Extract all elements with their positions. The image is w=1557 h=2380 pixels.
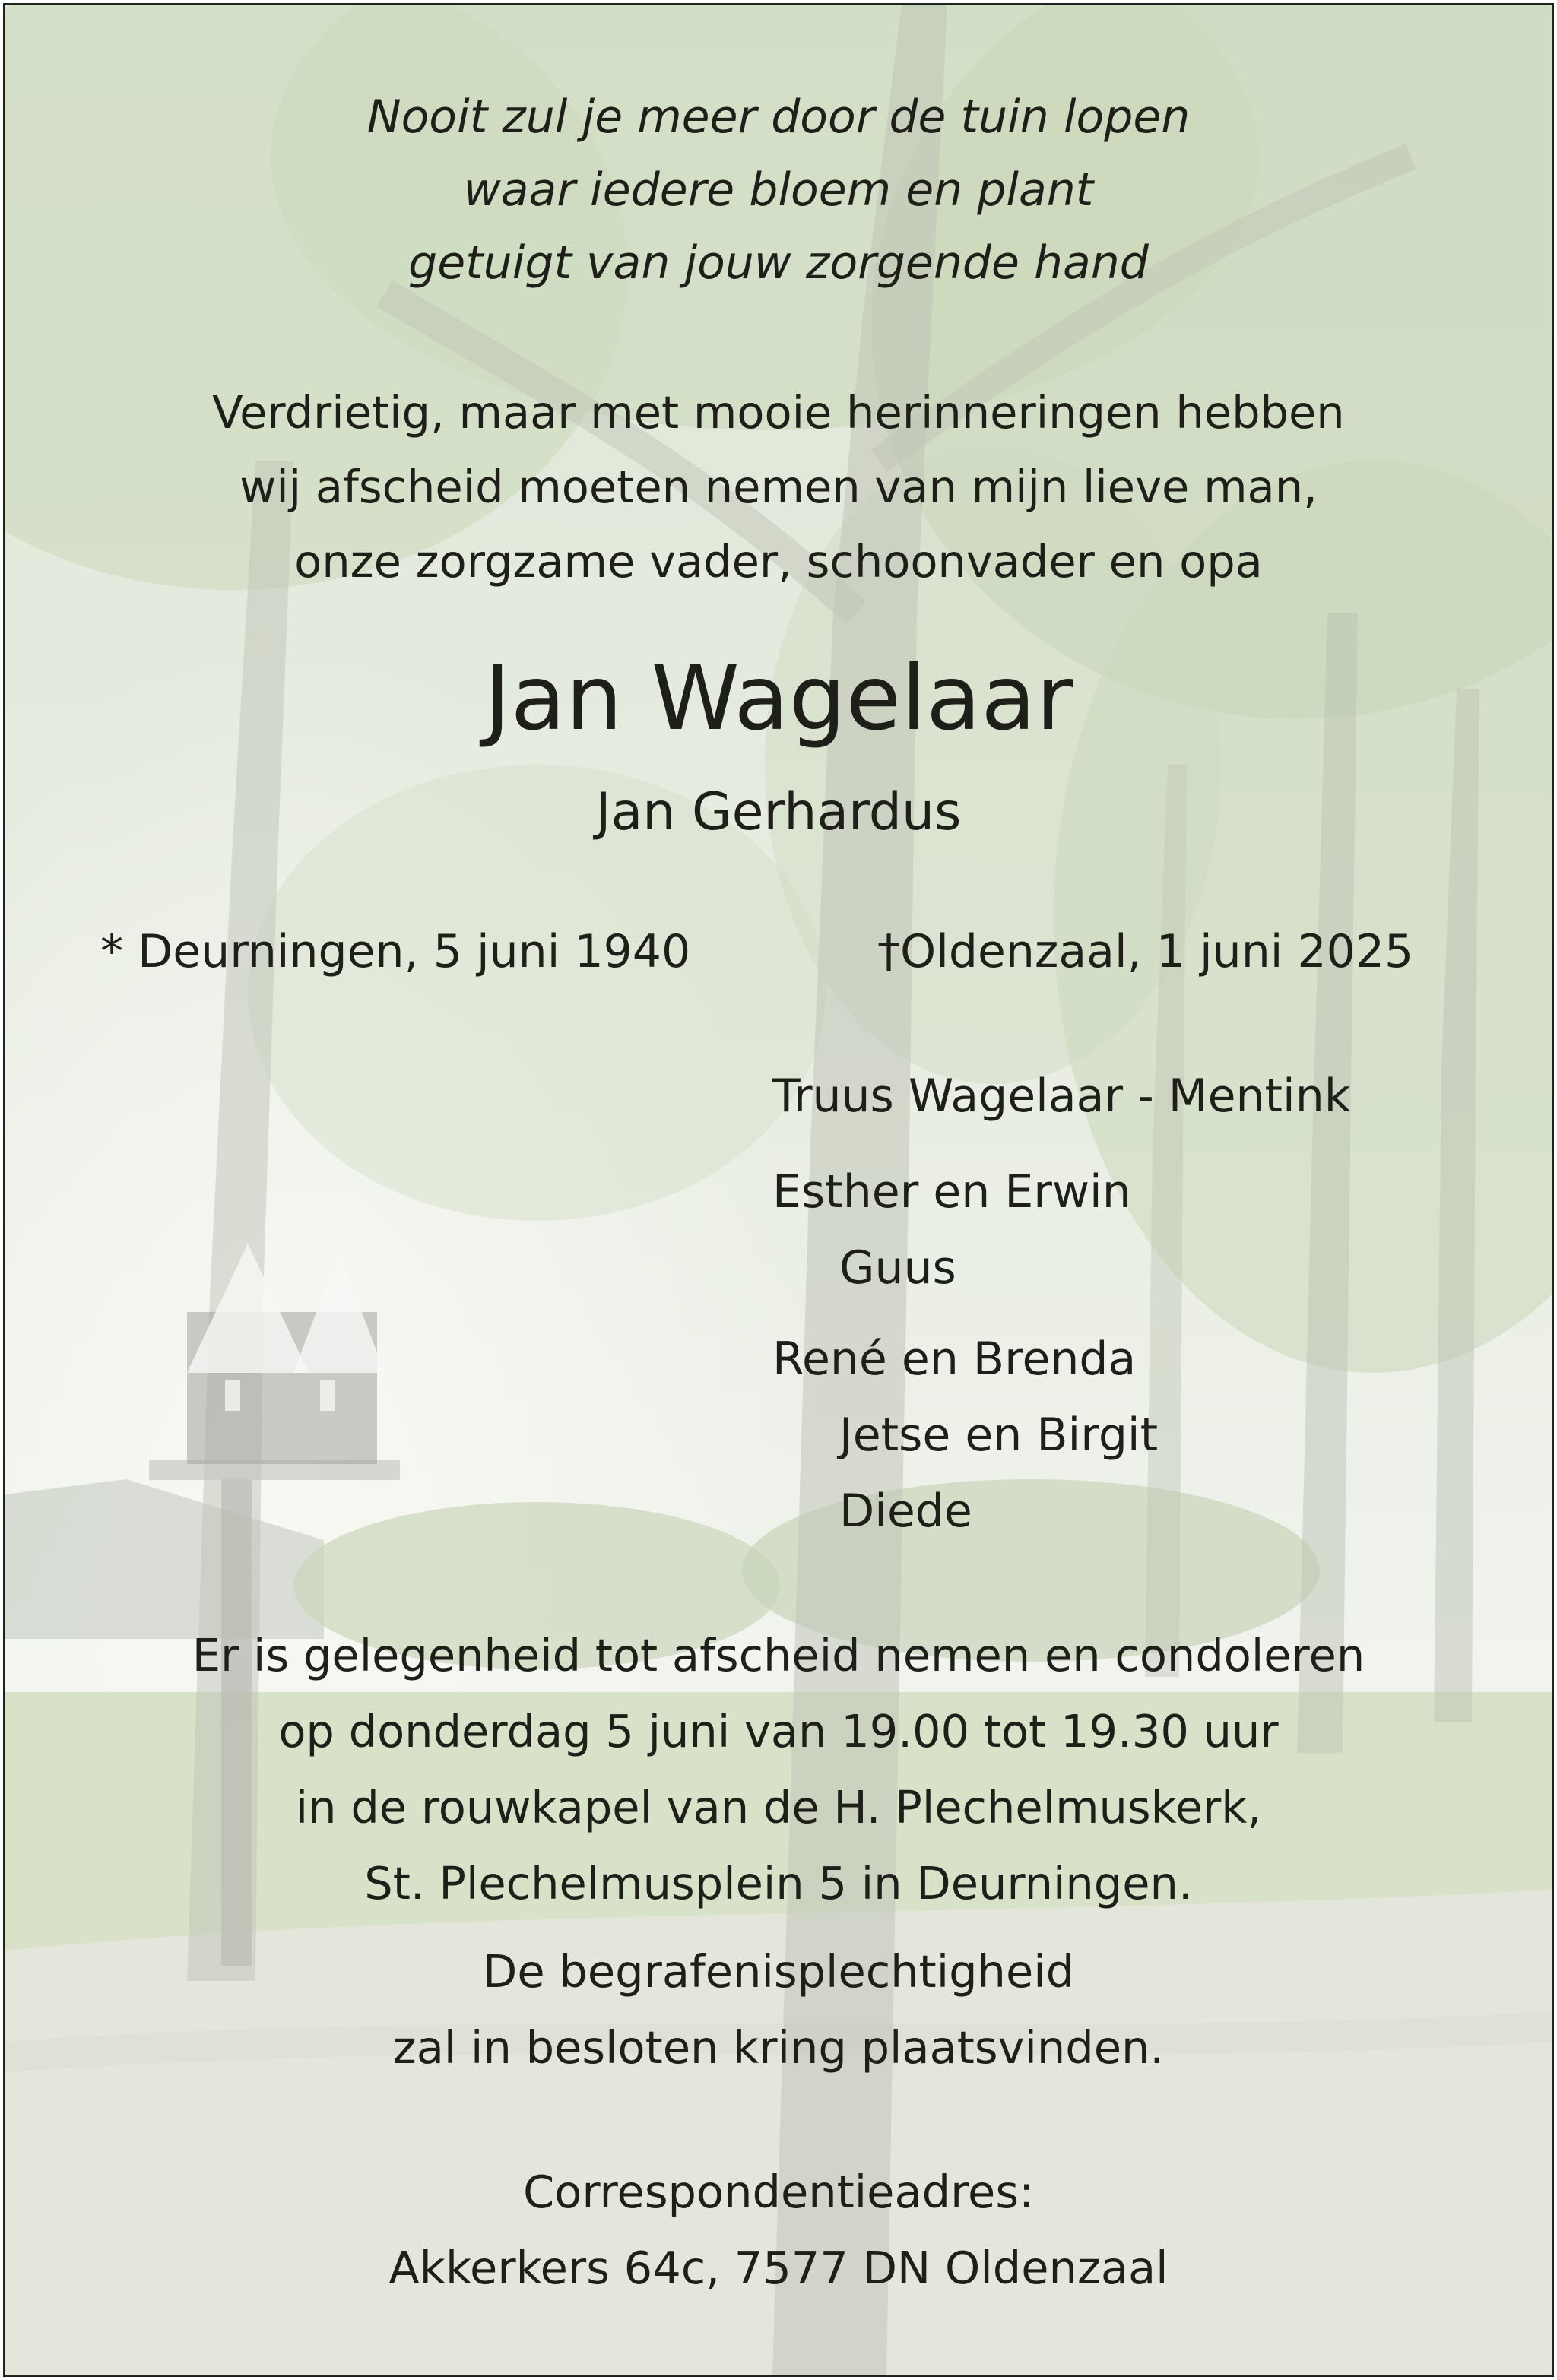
- condolence-line: op donderdag 5 juni van 19.00 tot 19.30 uur: [278, 1705, 1279, 1757]
- condolence-line: in de rouwkapel van de H. Plechelmuskerk,: [295, 1781, 1262, 1833]
- death-date: †Oldenzaal, 1 juni 2025: [877, 925, 1414, 978]
- verse-line: Nooit zul je meer door de tuin lopen: [366, 90, 1191, 144]
- funeral-line: De begrafenisplechtigheid: [482, 1945, 1075, 1998]
- condolence-info: [5, 1618, 1552, 1922]
- condolence-line: St. Plechelmusplein 5 in Deurningen.: [364, 1857, 1193, 1909]
- verse-line: getuigt van jouw zorgende hand: [408, 236, 1149, 290]
- family-grandchild: Guus: [839, 1241, 956, 1295]
- address: Akkerkers 64c, 7577 DN Oldenzaal: [388, 2242, 1169, 2294]
- intro-line: wij afscheid moeten nemen van mijn lieve man,: [239, 461, 1318, 513]
- funeral-line: zal in besloten kring plaatsvinden.: [392, 2021, 1165, 2074]
- family-spouse: Truus Wagelaar - Mentink: [772, 1070, 1351, 1123]
- family-couple-2: René en Brenda: [772, 1333, 1137, 1386]
- given-names: Jan Gerhardus: [595, 782, 962, 842]
- verse-line: waar iedere bloem en plant: [463, 163, 1094, 217]
- intro-line: onze zorgzame vader, schoonvader en opa: [294, 535, 1263, 588]
- deceased-name: Jan Wagelaar: [484, 645, 1073, 750]
- address-label: Correspondentieadres:: [523, 2166, 1034, 2218]
- obituary-card: [3, 3, 1554, 2377]
- funeral-info: [5, 1934, 1552, 2086]
- family-grandchild: Jetse en Birgit: [839, 1409, 1159, 1462]
- condolence-line: Er is gelegenheid tot afscheid nemen en condoleren: [192, 1629, 1365, 1681]
- announcement-intro: [5, 376, 1552, 599]
- verse: [5, 81, 1552, 299]
- birth-date: * Deurningen, 5 juni 1940: [100, 925, 691, 978]
- correspondence: [5, 2154, 1552, 2306]
- family-couple-1: Esther en Erwin: [772, 1165, 1131, 1219]
- family-grandchild: Diede: [839, 1485, 972, 1538]
- intro-line: Verdrietig, maar met mooie herinneringen hebben: [212, 386, 1345, 439]
